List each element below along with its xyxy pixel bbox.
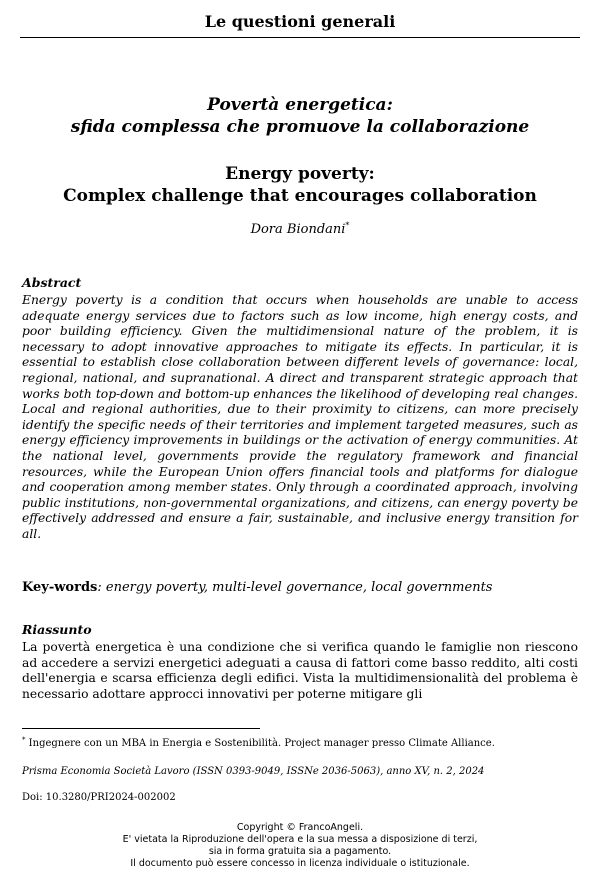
abstract-text: Energy poverty is a condition that occurs when households are unable to access adequate energy services due to factors such as low income, high energy costs, and poor building efficiency. Given the multidimensional nature of the problem, it is necessary to adopt innovative approaches to mitigate its effects. In particular, it is essential to establish close collaboration between different levels of governance: local, regional, national, and supranational. A direct and transparent strategic approach that works both top-down and bottom-up enhances the likelihood of developing real changes. Local and regional authorities, due to their proximity to citizens, can more precisely identify the specific needs of their territories and implement targeted measures, such as energy efficiency improvements in buildings or the activation of energy communities. At the national level, governments provide the regulatory framework and financial resources, while the European Union offers financial tools and platforms for dialogue and cooperation among member states. Only through a coordinated approach, involving public institutions, non-governmental organizations, and citizens, can energy poverty be effectively addressed and ensure a fair, sustainable, and inclusive energy transition for all.	[22, 293, 578, 541]
italian-title-line1: Povertà energetica:	[207, 95, 393, 115]
italian-title	[0, 94, 600, 138]
english-title-line2: Complex challenge that encourages collaboration	[63, 186, 537, 206]
author-name: Dora Biondani	[250, 222, 346, 237]
copyright-line4: Il documento può essere concesso in licenza individuale o istituzionale.	[130, 858, 470, 869]
footnote-text: Ingegnere con un MBA in Energia e Sostenibilità. Project manager presso Climate Alliance.	[25, 738, 495, 749]
copyright-notice	[0, 822, 600, 870]
footnote	[22, 736, 495, 749]
english-title	[0, 163, 600, 207]
copyright-line3: sia in forma gratuita sia a pagamento.	[208, 846, 392, 857]
keywords	[22, 580, 492, 595]
author-footnote-mark: *	[345, 221, 350, 230]
header-rule	[20, 37, 580, 38]
riassunto-heading: Riassunto	[22, 622, 92, 637]
doi: Doi: 10.3280/PRI2024-002002	[22, 792, 176, 803]
journal-citation: Prisma Economia Società Lavoro (ISSN 0393-9049, ISSNe 2036-5063), anno XV, n. 2, 2024	[22, 766, 485, 777]
keywords-text: : energy poverty, multi-level governance, local governments	[97, 580, 493, 595]
copyright-line2: E' vietata la Riproduzione dell'opera e la sua messa a disposizione di terzi,	[122, 834, 478, 845]
english-title-line1: Energy poverty:	[225, 164, 375, 184]
riassunto-text: La povertà energetica è una condizione che si verifica quando le famiglie non riescono ad accedere a servizi energetici adeguati a causa di fattori come basso reddito, alti costi dell'energia e scarsa efficienza degli edifici. Vista la multidimensionalità del problema è necessario adottare approcci innovativi per poterne mitigare gli	[22, 640, 578, 701]
footnote-mark: *	[22, 736, 26, 744]
footnote-rule	[22, 728, 260, 729]
keywords-label: Key-words	[22, 580, 98, 595]
section-header: Le questioni generali	[204, 12, 396, 31]
italian-title-line2: sfida complessa che promuove la collaborazione	[70, 117, 530, 137]
copyright-line1: Copyright © FrancoAngeli.	[236, 822, 364, 833]
abstract-heading: Abstract	[22, 275, 82, 290]
author	[0, 221, 600, 237]
